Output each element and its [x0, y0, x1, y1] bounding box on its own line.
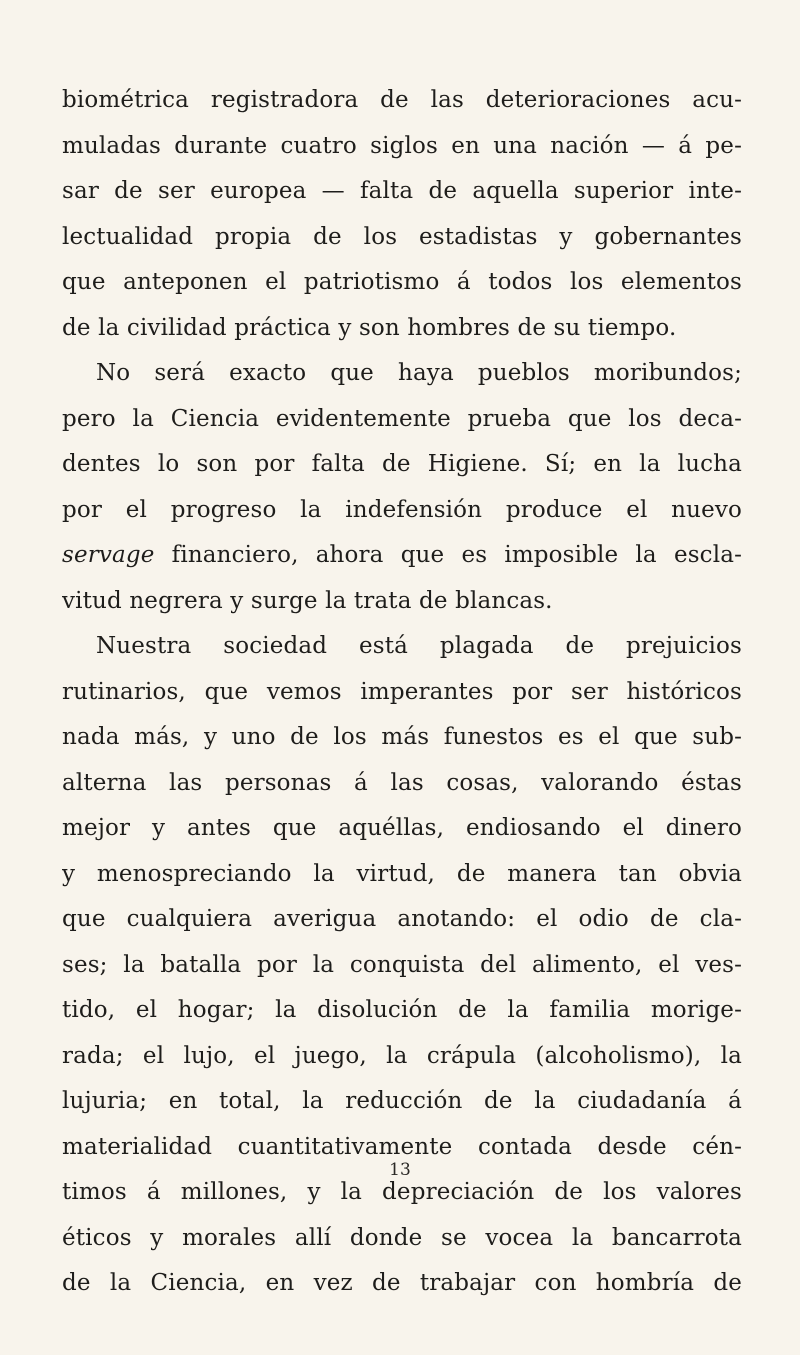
text-line: lectualidad propia de los estadistas y gobernantes	[62, 223, 742, 250]
text-line: materialidad cuantitativamente contada desde cén-	[62, 1133, 742, 1160]
text-line: lujuria; en total, la reducción de la ciudadanía á	[62, 1088, 742, 1114]
text-line: pero la Ciencia evidentemente prueba que los deca-	[62, 405, 742, 432]
text-line: biométrica registradora de las deterioraciones acu-	[62, 87, 742, 113]
text-line: sar de ser europea — falta de aquella superior inte-	[62, 178, 742, 204]
text-line: tido, el hogar; la disolución de la familia morige-	[62, 997, 742, 1023]
text-line: mejor y antes que aquéllas, endiosando el dinero	[62, 815, 742, 841]
text-line: ses; la batalla por la conquista del alimento, el ves-	[62, 951, 742, 978]
text-line: rutinarios, que vemos imperantes por ser históricos	[62, 678, 742, 705]
body-text	[62, 78, 742, 1307]
text-line: de la Ciencia, en vez de trabajar con hombría de	[62, 1270, 742, 1296]
text-line: nada más, y uno de los más funestos es el que sub-	[62, 724, 742, 750]
italic-term: servage	[62, 542, 155, 568]
text-line: éticos y morales allí donde se vocea la bancarrota	[62, 1224, 742, 1251]
text-line: que anteponen el patriotismo á todos los elementos	[62, 269, 742, 295]
text-line-with-italic	[62, 533, 742, 579]
text-line: dentes lo son por falta de Higiene. Sí; en la lucha	[62, 451, 742, 477]
text-line: por el progreso la indefensión produce el nuevo	[62, 496, 742, 523]
text-line: timos á millones, y la depreciación de los valores	[62, 1179, 742, 1205]
text-line: que cualquiera averigua anotando: el odio de cla-	[62, 906, 742, 932]
text-line: y menospreciando la virtud, de manera tan obvia	[62, 860, 742, 887]
paragraph-start-line: Nuestra sociedad está plagada de prejuicios	[96, 633, 742, 659]
page-number: 13	[389, 1160, 411, 1180]
text-line: alterna las personas á las cosas, valorando éstas	[62, 769, 742, 796]
text-line: rada; el lujo, el juego, la crápula (alcoholismo), la	[62, 1042, 742, 1069]
text-line: de la civilidad práctica y son hombres de su tiempo.	[62, 314, 677, 341]
paragraph-start-line: No será exacto que haya pueblos moribundos;	[96, 360, 742, 386]
text-line: muladas durante cuatro siglos en una nación — á pe-	[62, 132, 742, 159]
text-line: vitud negrera y surge la trata de blancas.	[62, 587, 553, 614]
text-line-rest: financiero, ahora que es imposible la escla-	[171, 542, 742, 568]
